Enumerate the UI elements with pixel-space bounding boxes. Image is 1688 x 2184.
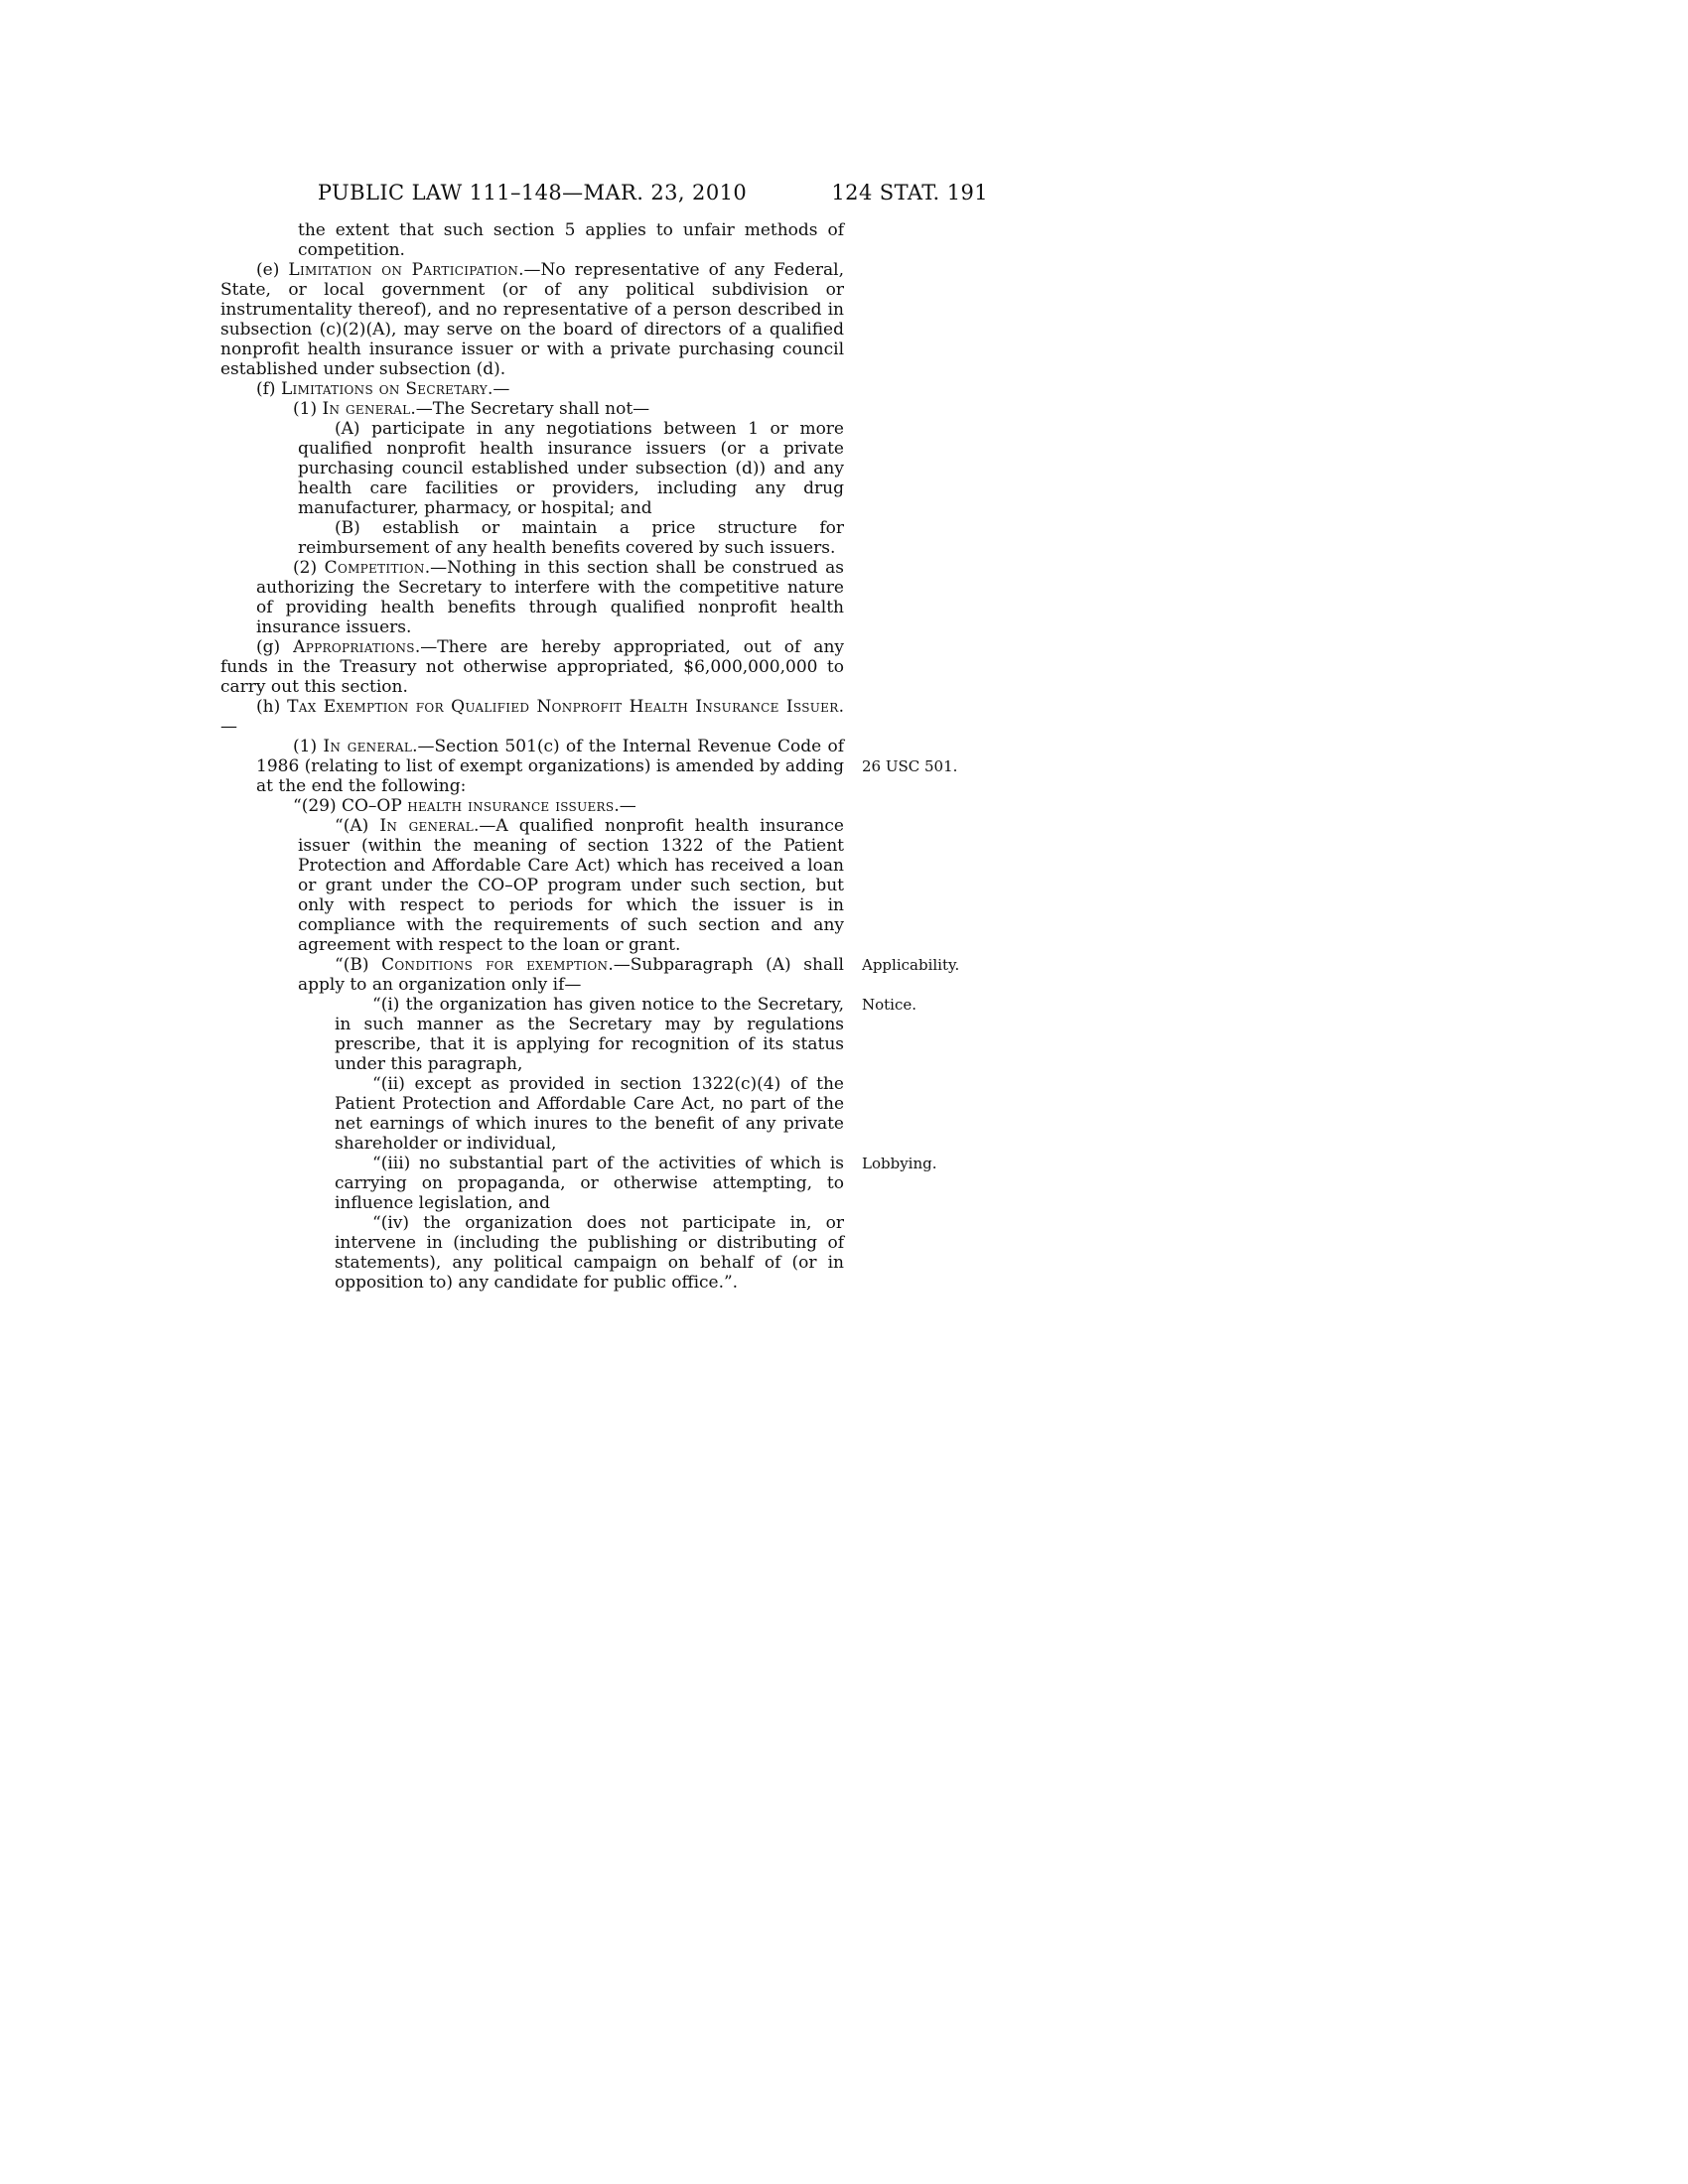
small-caps-heading: In general <box>379 816 474 836</box>
page-header <box>220 181 988 208</box>
margin-notes-column <box>862 220 1001 1610</box>
statute-paragraph-sec-h <box>220 697 844 737</box>
small-caps-heading: Appropriations <box>293 637 415 657</box>
statute-paragraph-irc-29-A <box>298 816 844 955</box>
text-run: .—The Secretary shall not— <box>410 399 650 419</box>
statute-paragraph-f-1-B <box>298 518 844 558</box>
text-run: .—Section 501(c) of the Internal Revenue Code of 1986 (relating to list of exempt organizations) is amended by adding at the end the following: <box>256 737 844 796</box>
text-run: “(i) the organization has given notice to the Secretary, in such manner as the Secretary may by regulations prescribe, that it is applying for recognition of its status under this paragraph, <box>335 995 844 1074</box>
text-run: (f) <box>256 379 281 399</box>
statute-paragraph-sec-g <box>220 637 844 697</box>
running-head: PUBLIC LAW 111–148—MAR. 23, 2010 <box>317 181 748 205</box>
text-run: (h) <box>256 697 288 717</box>
small-caps-heading: Conditions for exemption <box>381 955 609 975</box>
small-caps-heading: In general <box>322 399 411 419</box>
text-run: (B) establish or maintain a price structure for reimbursement of any health benefits covered by such issuers. <box>298 518 844 558</box>
statute-paragraph-f-1-A <box>298 419 844 518</box>
text-run: “(iv) the organization does not participate in, or intervene in (including the publishing or distributing of statements), any political campaign on behalf of (or in opposition to) any candidate for public office.”. <box>335 1213 844 1293</box>
statute-paragraph-h-1 <box>256 737 844 796</box>
statute-paragraph-f-1 <box>256 399 844 419</box>
statute-paragraph-irc-29 <box>256 796 844 816</box>
text-run: “(ii) except as provided in section 1322(c)(4) of the Patient Protection and Affordable Care Act, no part of the net earnings of which inures to the benefit of any private shareholder or individual, <box>335 1074 844 1154</box>
statute-paragraph-irc-29-B-i <box>335 995 844 1074</box>
text-run: (A) participate in any negotiations between 1 or more qualified nonprofit health insurance issuers (or a private purchasing council established under subsection (d)) and any health care facilities or providers, including any drug manufacturer, pharmacy, or hospital; and <box>298 419 844 518</box>
text-run: .— <box>220 697 844 737</box>
text-run: “(B) <box>335 955 382 975</box>
text-run: .—A qualified nonprofit health insurance issuer (within the meaning of section 1322 of the Patient Protection and Affordable Care Act) which has received a loan or grant under the CO–OP program under such section, but only with respect to periods for which the issuer is in compliance with the requirements of such section and any agreement with respect to the loan or grant. <box>298 816 844 955</box>
text-run: .—Subparagraph (A) shall apply to an organization only if— <box>298 955 844 995</box>
small-caps-heading: Tax Exemption for Qualified Nonprofit Health Insurance Issuer <box>287 697 839 717</box>
small-caps-heading: Limitation on Participation <box>288 260 519 280</box>
stat-page-number: 124 STAT. 191 <box>831 181 988 205</box>
statute-paragraph-f-2 <box>256 558 844 637</box>
text-run: (2) <box>293 558 325 578</box>
text-run: (1) <box>293 737 324 756</box>
margin-note-h-1: 26 USC 501. <box>862 757 958 775</box>
text-run: “(29) CO–OP <box>293 796 408 816</box>
statute-paragraph-irc-29-B-ii <box>335 1074 844 1154</box>
small-caps-heading: Competition <box>324 558 425 578</box>
text-run: .—No representative of any Federal, State, or local government (or of any political subdivision or instrumentality thereof), and no representative of a person described in subsection (c)(2)(A), may serve on the board of directors of a qualified nonprofit health insurance issuer or with a private purchasing council established under subsection (d). <box>220 260 844 379</box>
text-run: “(iii) no substantial part of the activities of which is carrying on propaganda, or otherwise attempting, to influence legislation, and <box>335 1154 844 1213</box>
text-run: “(A) <box>335 816 380 836</box>
statute-text-column <box>220 220 844 1293</box>
statute-paragraph-irc-29-B-iv <box>335 1213 844 1293</box>
small-caps-heading: In general <box>323 737 413 756</box>
text-run: .— <box>488 379 510 399</box>
text-run: .— <box>614 796 636 816</box>
text-run: .—There are hereby appropriated, out of any funds in the Treasury not otherwise appropriated, $6,000,000,000 to carry out this section. <box>220 637 844 697</box>
text-run: the extent that such section 5 applies to unfair methods of competition. <box>298 220 844 260</box>
text-run: (g) <box>256 637 294 657</box>
statute-paragraph-irc-29-B-iii <box>335 1154 844 1213</box>
margin-note-irc-29-B: Applicability. <box>862 956 960 974</box>
statute-paragraph-sec-e <box>220 260 844 379</box>
statute-paragraph-irc-29-B <box>298 955 844 995</box>
margin-note-irc-29-B-iii: Lobbying. <box>862 1155 937 1172</box>
text-run: .—Nothing in this section shall be construed as authorizing the Secretary to interfere with the competitive nature of providing health benefits through qualified nonprofit health insurance issuers. <box>256 558 844 637</box>
margin-note-irc-29-B-i: Notice. <box>862 996 917 1014</box>
text-run: (1) <box>293 399 323 419</box>
small-caps-heading: Limitations on Secretary <box>280 379 489 399</box>
statute-paragraph-sec-f <box>220 379 844 399</box>
small-caps-heading: health insurance issuers <box>407 796 615 816</box>
text-run: (e) <box>256 260 289 280</box>
statute-paragraph-continuation <box>298 220 844 260</box>
